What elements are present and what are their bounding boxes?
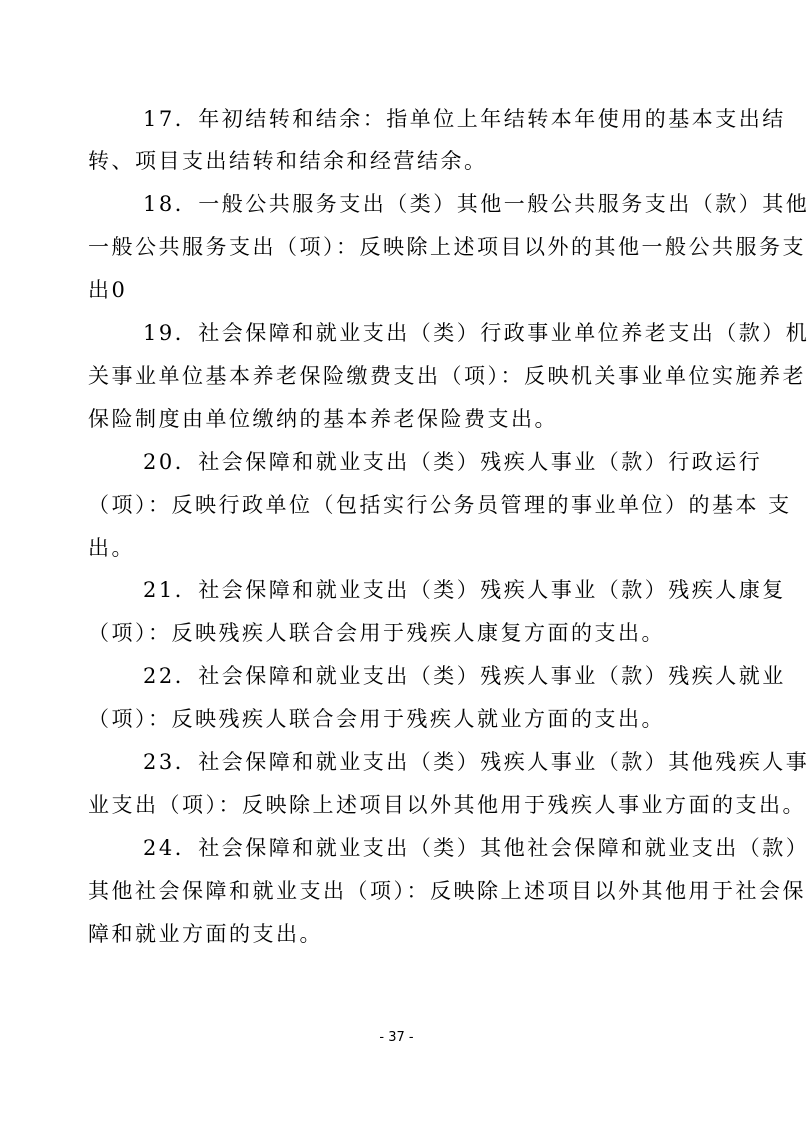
item-21-line-1: 21．社会保障和就业支出（类）残疾人事业（款）残疾人康复: [143, 578, 786, 602]
item-22-line-1: 22．社会保障和就业支出（类）残疾人事业（款）残疾人就业: [143, 664, 786, 688]
item-18-line-1: 18．一般公共服务支出（类）其他一般公共服务支出（款）其他: [143, 192, 809, 216]
item-22-line-2: （项）：反映残疾人联合会用于残疾人就业方面的支出。: [88, 707, 665, 731]
item-20-line-1: 20．社会保障和就业支出（类）残疾人事业（款）行政运行: [143, 450, 763, 474]
item-19-line-2: 关事业单位基本养老保险缴费支出（项）：反映机关事业单位实施养老: [88, 364, 806, 388]
item-18-line-3: 出0: [88, 278, 128, 302]
item-21-line-2: （项）：反映残疾人联合会用于残疾人康复方面的支出。: [88, 621, 665, 645]
page-number: - 37 -: [379, 1030, 414, 1045]
item-20-line-3: 出。: [88, 536, 135, 560]
item-17-line-2: 转、项目支出结转和结余和经营结余。: [88, 149, 488, 173]
item-24-line-2: 其他社会保障和就业支出（项）：反映除上述项目以外其他用于社会保: [88, 879, 806, 903]
item-19-line-3: 保险制度由单位缴纳的基本养老保险费支出。: [88, 407, 558, 431]
item-23-line-2: 业支出（项）：反映除上述项目以外其他用于残疾人事业方面的支出。: [88, 793, 806, 817]
item-20-line-2: （项）：反映行政单位（包括实行公务员管理的事业单位）的基本 支: [88, 493, 792, 517]
item-18-line-2: 一般公共服务支出（项）：反映除上述项目以外的其他一般公共服务支: [88, 235, 806, 259]
item-24-line-1: 24．社会保障和就业支出（类）其他社会保障和就业支出（款）: [143, 836, 809, 860]
item-24-line-3: 障和就业方面的支出。: [88, 922, 323, 946]
item-19-line-1: 19．社会保障和就业支出（类）行政事业单位养老支出（款）机: [143, 321, 809, 345]
item-17-line-1: 17．年初结转和结余：指单位上年结转本年使用的基本支出结: [143, 107, 786, 131]
item-23-line-1: 23．社会保障和就业支出（类）残疾人事业（款）其他残疾人事: [143, 750, 809, 774]
